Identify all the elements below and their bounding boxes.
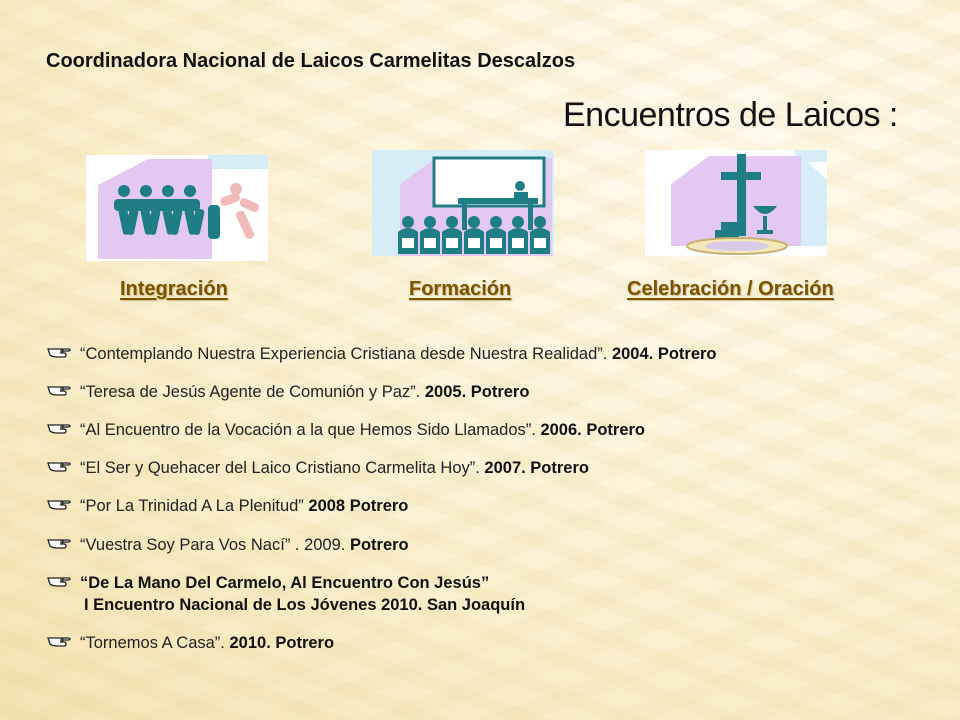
- list-item: [46, 343, 926, 365]
- category-celebracion-oracion: Celebración / Oración: [627, 278, 834, 300]
- event-title: “Por La Trinidad A La Plenitud”: [80, 497, 304, 515]
- event-year-place: 2004. Potrero: [611, 345, 717, 363]
- cross-chalice-icon: [645, 150, 827, 256]
- pointing-hand-icon: [46, 571, 72, 591]
- event-title: “Teresa de Jesús Agente de Comunión y Paz”.: [80, 383, 421, 401]
- pointing-hand-icon: [46, 533, 72, 553]
- list-item: [46, 534, 926, 556]
- classroom-lecture-icon: [372, 150, 554, 256]
- list-item: [46, 632, 926, 654]
- pointing-hand-icon: [46, 380, 72, 400]
- event-year-place: 2007. Potrero: [484, 459, 589, 477]
- pointing-hand-icon: [46, 494, 72, 514]
- list-item: [46, 495, 926, 517]
- people-group-icon: [86, 155, 268, 261]
- category-integracion: Integración: [120, 278, 228, 300]
- events-list: [46, 343, 926, 654]
- organization-name: Coordinadora Nacional de Laicos Carmelitas Descalzos: [46, 50, 576, 72]
- list-item: [46, 457, 926, 479]
- event-title: “Contemplando Nuestra Experiencia Cristiana desde Nuestra Realidad”.: [80, 345, 608, 363]
- event-year-place: 2006. Potrero: [540, 421, 646, 439]
- event-year-place: I Encuentro Nacional de Los Jóvenes 2010. San Joaquín: [84, 596, 526, 614]
- pointing-hand-icon: [46, 418, 72, 438]
- pointing-hand-icon: [46, 342, 72, 362]
- list-item: [46, 381, 926, 403]
- event-year-place: Potrero: [349, 536, 409, 554]
- event-year-place: 2008 Potrero: [308, 497, 409, 515]
- list-item: [46, 419, 926, 441]
- event-title: “Vuestra Soy Para Vos Nací” . 2009.: [80, 536, 346, 554]
- page-title: Encuentros de Laicos :: [563, 96, 898, 134]
- event-year-place: 2010. Potrero: [229, 634, 335, 652]
- event-title: “El Ser y Quehacer del Laico Cristiano Carmelita Hoy”.: [80, 459, 480, 477]
- pointing-hand-icon: [46, 456, 72, 476]
- event-title: “Al Encuentro de la Vocación a la que Hemos Sido Llamados”.: [80, 421, 536, 439]
- list-item: [46, 572, 926, 616]
- event-title: “Tornemos A Casa”.: [80, 634, 225, 652]
- event-year-place: 2005. Potrero: [424, 383, 530, 401]
- pointing-hand-icon: [46, 631, 72, 651]
- event-title: “De La Mano Del Carmelo, Al Encuentro Con Jesús”: [80, 574, 490, 592]
- category-formacion: Formación: [409, 278, 512, 300]
